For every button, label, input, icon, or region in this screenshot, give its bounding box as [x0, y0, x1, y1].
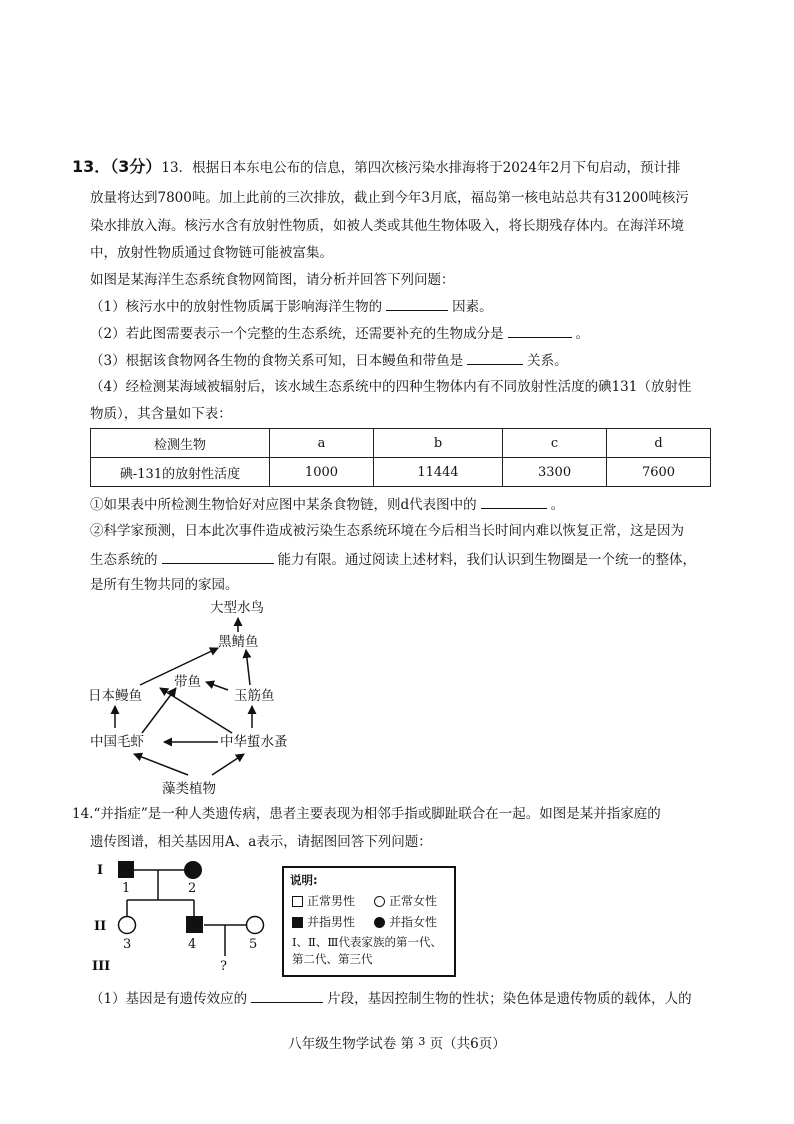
- q13-circ2-text: 生态系统的: [90, 552, 158, 568]
- legend-affected-female-label: 并指女性: [389, 915, 438, 929]
- page-footer: [0, 1032, 794, 1052]
- q13-prompt: 如图是某海洋生态系统食物网简图，请分析并回答下列问题：: [90, 272, 455, 288]
- node-algae: 藻类植物: [162, 781, 216, 797]
- q14-line-1: [72, 804, 661, 824]
- q13-intro-line-2: 放量将达到7800吨。加上此前的三次排放，截止到今年3月底，福岛第一核电站总共有31200吨核污: [90, 190, 689, 206]
- q13-circ2-line-2: [90, 549, 696, 570]
- q13-circ2-line-3: 是所有生物共同的家园。: [90, 577, 239, 593]
- footer-suffix: 页（共6页）: [429, 1036, 506, 1052]
- unknown-offspring-label: ?: [220, 959, 227, 974]
- table-header-cell: b: [373, 429, 502, 458]
- q13-circ2-tail: 能力有限。通过阅读上述材料，我们认识到生物圈是一个统一的整体，: [277, 552, 696, 568]
- q13-sub1-answer-blank[interactable]: [386, 296, 448, 311]
- affected-male-1: [118, 861, 134, 878]
- q14-sub1-text: （1）基因是有遗传效应的: [90, 991, 248, 1007]
- affected-female-2: [184, 861, 202, 879]
- q13-sub1: [90, 296, 493, 317]
- legend-affected-male: [292, 913, 355, 930]
- q13-sub2: [90, 323, 589, 344]
- q13-sub2-text: （2）若此图需要表示一个完整的生态系统，还需要补充的生物成分是: [90, 326, 504, 342]
- node-jade-fish: 玉筋鱼: [234, 688, 275, 704]
- table-cell: 11444: [373, 458, 502, 487]
- q14-number: 14.: [72, 806, 94, 822]
- circle-outline-icon: [374, 896, 385, 907]
- pedigree-chart: [80, 852, 280, 982]
- individual-label-3: 3: [123, 937, 132, 952]
- table-cell: 碘-131的放射性活度: [91, 458, 270, 487]
- table-header-cell: 检测生物: [91, 429, 270, 458]
- table-header-cell: d: [607, 429, 711, 458]
- individual-label-2: 2: [188, 881, 197, 896]
- square-filled-icon: [292, 917, 303, 928]
- q13-circ1-tail: 。: [550, 497, 565, 513]
- q13-sub4-line-1: （4）经检测某海域被辐射后，该水域生态系统中的四种生物体内有不同放射性活度的碘131（放射性: [90, 379, 692, 395]
- q13-score: （3分）: [110, 157, 162, 176]
- q13-sub3-text: （3）根据该食物网各生物的食物关系可知，日本鳗鱼和带鱼是: [90, 353, 464, 369]
- q13-intro-line-4: 中，放射性物质通过食物链可能被富集。: [90, 245, 333, 261]
- q13-heading-line: [72, 157, 681, 178]
- q13-sub1-text: （1）核污水中的放射性物质属于影响海洋生物的: [90, 299, 383, 315]
- node-large-waterbird: 大型水鸟: [210, 600, 264, 616]
- q13-circ1: [90, 494, 564, 515]
- food-web-diagram: [0, 590, 360, 810]
- generation-label-1: I: [97, 863, 104, 878]
- q14-sub1-answer-blank[interactable]: [251, 988, 323, 1003]
- q13-sub2-tail: 。: [575, 326, 590, 342]
- q13-intro-line-3: 染水排放入海。核污水含有放射性物质，如被人类或其他生物体吸入，将长期残存体内。在海洋环境: [90, 218, 684, 234]
- affected-male-4: [186, 916, 203, 933]
- q13-sub4-line-2: 物质），其含量如下表：: [90, 406, 232, 422]
- table-cell: 1000: [270, 458, 374, 487]
- generation-label-3: III: [92, 959, 111, 974]
- q13-sub3: [90, 350, 568, 371]
- arrow-algae-to-flea: [212, 754, 244, 775]
- generation-label-2: II: [94, 919, 107, 934]
- node-chinese-shrimp: 中国毛虾: [90, 734, 144, 750]
- legend-normal-female-label: 正常女性: [389, 894, 438, 908]
- legend-affected-female: [374, 913, 437, 930]
- footer-page-number: 3: [418, 1035, 426, 1048]
- individual-label-5: 5: [249, 937, 258, 952]
- legend-normal-female: [374, 892, 437, 909]
- q13-number: 13．: [72, 157, 111, 176]
- arrow-jade-to-hairtail: [206, 682, 228, 690]
- iodine-activity-table: [90, 428, 711, 487]
- legend-affected-male-label: 并指男性: [307, 915, 356, 929]
- q14-line-2: 遗传图谱，相关基因用A、a表示，请据图回答下列问题：: [90, 834, 432, 850]
- q13-circ1-answer-blank[interactable]: [481, 494, 547, 509]
- node-hairtail: 带鱼: [174, 674, 201, 690]
- individual-label-4: 4: [188, 937, 197, 952]
- q14-sub1: [90, 988, 692, 1009]
- table-header-cell: c: [503, 429, 607, 458]
- q13-circ2-line-1: ②科学家预测，日本此次事件造成被污染生态系统环境在今后相当长时间内难以恢复正常，这是因为: [90, 523, 684, 539]
- arrow-flea-to-hairtail: [160, 688, 232, 733]
- individual-label-1: 1: [122, 881, 131, 896]
- table-header-row: [91, 429, 711, 458]
- q13-sub1-tail: 因素。: [452, 299, 493, 315]
- table-row: [91, 458, 711, 487]
- q14-sub1-tail: 片段，基因控制生物的性状；染色体是遗传物质的载体，人的: [327, 991, 692, 1007]
- arrow-jade-to-snakehead: [246, 650, 250, 685]
- q13-sub3-answer-blank[interactable]: [467, 350, 523, 365]
- node-water-flea: 中华蜇水蚤: [220, 734, 288, 750]
- normal-female-3: [119, 917, 136, 934]
- table-header-cell: a: [270, 429, 374, 458]
- footer-prefix: 八年级生物学试卷 第: [288, 1036, 415, 1052]
- legend-normal-male-label: 正常男性: [307, 894, 356, 908]
- q13-sub3-tail: 关系。: [527, 353, 568, 369]
- q13-sub2-answer-blank[interactable]: [508, 323, 572, 338]
- node-japanese-eel: 日本鳗鱼: [88, 688, 142, 704]
- legend-note: Ⅰ、Ⅱ、Ⅲ代表家族的第一代、第二代、第三代: [292, 935, 442, 966]
- circle-filled-icon: [374, 917, 385, 928]
- q13-intro-line-1: 13．根据日本东电公布的信息，第四次核污染水排海将于2024年2月下旬启动，预计排: [161, 160, 681, 176]
- legend-normal-male: [292, 892, 355, 909]
- node-snakehead: 黑鲭鱼: [218, 634, 259, 650]
- pedigree-legend: [282, 866, 456, 977]
- q13-circ1-text: ①如果表中所检测生物恰好对应图中某条食物链，则d代表图中的: [90, 497, 477, 513]
- legend-title: 说明:: [290, 873, 318, 887]
- table-cell: 7600: [607, 458, 711, 487]
- q13-circ2-answer-blank[interactable]: [162, 549, 274, 564]
- normal-female-5: [247, 917, 264, 934]
- table-cell: 3300: [503, 458, 607, 487]
- q14-line-1-text: “并指症”是一种人类遗传病，患者主要表现为相邻手指或脚趾联合在一起。如图是某并指家庭的: [93, 806, 661, 822]
- arrow-algae-to-shrimp: [134, 754, 188, 775]
- square-outline-icon: [292, 896, 303, 907]
